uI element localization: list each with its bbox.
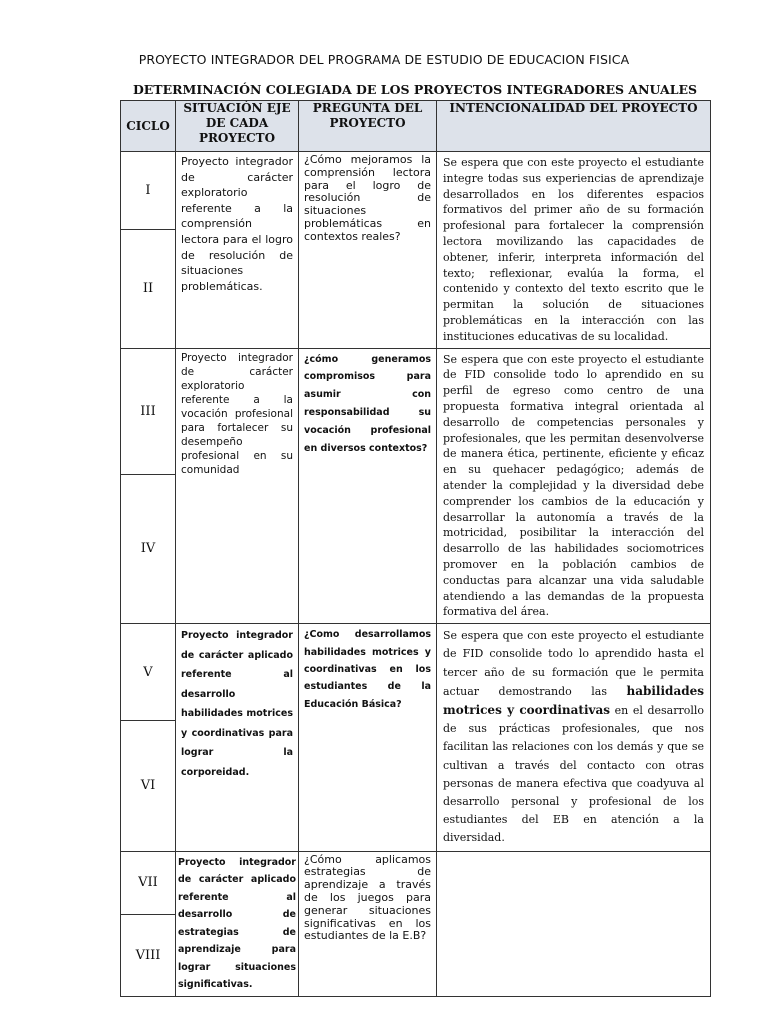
ciclo-cell: II xyxy=(121,230,176,349)
situacion-cell xyxy=(176,851,299,996)
page-title: PROYECTO INTEGRADOR DEL PROGRAMA DE ESTUDIO DE EDUCACION FISICA xyxy=(138,52,630,67)
ciclo-cell: VIII xyxy=(121,915,176,996)
intencionalidad-cell xyxy=(437,851,711,996)
intencionalidad-cell xyxy=(437,624,711,851)
header-situacion: SITUACIÓN EJE DE CADA PROYECTO xyxy=(176,101,299,152)
intencionalidad-text-b: en el desarrollo de sus prácticas profesionales, que nos facilitan las relaciones con los demás y que se cultivan a través del contacto con otras personas de manera efectiva que coadyuva al desarrollo personal y profesional de los estudiantes del EB en atención a la diversidad. xyxy=(443,703,705,845)
pregunta-cell xyxy=(299,624,437,851)
projects-table xyxy=(120,100,711,997)
intencionalidad-text: Se espera que con este proyecto el estudiante integre todas sus experiencias de aprendizaje desarrollados en los diferentes espacios formativos del primer año de su formación profesional para fortalecer la comprensión lectora movilizando las capacidades de obtener, inferir, interpreta información del texto; reflexionar, evalúa la forma, el contenido y contexto del texto escrito que le permitan la solución de situaciones problemáticas en la interacción con las instituciones educativas de su localidad. xyxy=(443,156,704,343)
table-header-row xyxy=(121,101,711,152)
pregunta-cell xyxy=(299,348,437,624)
intencionalidad-text xyxy=(437,852,710,858)
ciclo-cell: VII xyxy=(121,851,176,915)
ciclo-cell: III xyxy=(121,348,176,474)
situacion-cell xyxy=(176,348,299,624)
intencionalidad-cell xyxy=(437,348,711,624)
header-intencionalidad: INTENCIONALIDAD DEL PROYECTO xyxy=(437,101,711,152)
header-ciclo: CICLO xyxy=(121,101,176,152)
table-row xyxy=(121,624,711,721)
situacion-text: Proyecto integrador de carácter aplicado referente al desarrollo habilidades motrices y coordinativas para lograr la corporeidad. xyxy=(181,630,293,778)
table-row xyxy=(121,851,711,915)
ciclo-cell: I xyxy=(121,152,176,230)
pregunta-cell xyxy=(299,851,437,996)
pregunta-text: ¿Como desarrollamos habilidades motrices y coordinativas en los estudiantes de la Educación Básica? xyxy=(304,629,431,710)
situacion-text: Proyecto integrador de carácter exploratorio referente a la vocación profesional para fortalecer su desempeño profesional en su comunidad xyxy=(181,351,293,476)
intencionalidad-cell xyxy=(437,152,711,349)
pregunta-text: ¿Cómo mejoramos la comprensión lectora para el logro de resolución de situaciones problemáticas en contextos reales? xyxy=(304,153,431,243)
table-row xyxy=(121,348,711,474)
situacion-text: Proyecto integrador de carácter exploratorio referente a la comprensión lectora para el logro de resolución de situaciones problemáticas. xyxy=(181,155,293,293)
intencionalidad-text: Se espera que con este proyecto el estudiante de FID consolide todo lo aprendido en su perfil de egreso como centro de una propuesta formativa integral orientada al desarrollo de competencias personales y profesionales, que les permitan desenvolverse de manera ética, pertinente, eficiente y eficaz en su quehacer pedagógico; además de atender la complejidad y la diversidad debe comprender los cambios de la educación y desarrollar la autonomía a través de la motricidad, posibilitar la interacción del desarrollo de las habilidades sociomotrices promover en la población cambios de conductas para alcanzar una vida saludable atendiendo a las demandas de la propuesta formativa del área. xyxy=(443,352,704,619)
pregunta-cell xyxy=(299,152,437,349)
ciclo-cell: V xyxy=(121,624,176,721)
pregunta-text: ¿Cómo aplicamos estrategias de aprendizaje a través de los juegos para generar situaciones significativas en los estudiantes de la E.B? xyxy=(304,852,431,943)
intencionalidad-highlight: habilidades motrices y coordinativas xyxy=(443,683,704,717)
ciclo-cell: VI xyxy=(121,721,176,851)
pregunta-text: ¿cómo generamos compromisos para asumir con responsabilidad su vocación profesional en diversos contextos? xyxy=(304,353,431,454)
table-row xyxy=(121,152,711,230)
situacion-cell xyxy=(176,624,299,851)
situacion-text: Proyecto integrador de carácter aplicado referente al desarrollo de estrategias de aprendizaje para lograr situaciones significativas. xyxy=(178,856,296,991)
document-subtitle: DETERMINACIÓN COLEGIADA DE LOS PROYECTOS INTEGRADORES ANUALES xyxy=(132,82,698,97)
header-pregunta: PREGUNTA DEL PROYECTO xyxy=(299,101,437,152)
intencionalidad-text xyxy=(437,624,710,850)
ciclo-cell: IV xyxy=(121,474,176,624)
situacion-cell xyxy=(176,152,299,349)
intencionalidad-text-a: Se espera que con este proyecto el estudiante de FID consolide todo lo aprendido hasta el tercer año de su formación que le permita actuar demostrando las xyxy=(443,629,704,698)
